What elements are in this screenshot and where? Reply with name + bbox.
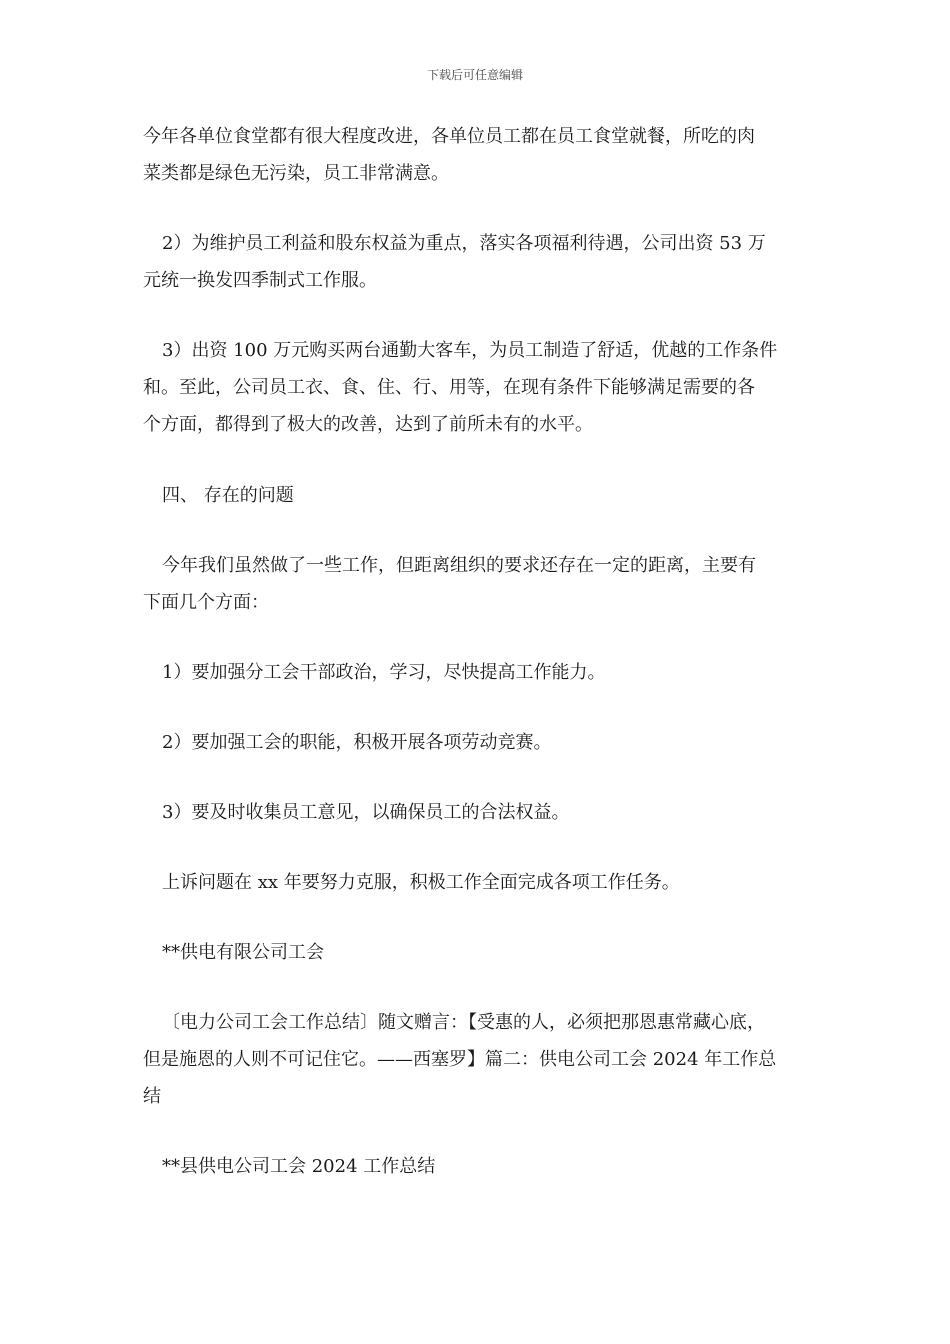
section-title-2024	[143, 1148, 811, 1185]
text-line: 结	[143, 1086, 161, 1107]
text-line: 但是施恩的人则不可记住它。——西塞罗】篇二：供电公司工会 2024 年工作总	[143, 1049, 777, 1070]
text-line: **县供电公司工会 2024 工作总结	[162, 1156, 436, 1177]
text-line: 3）要及时收集员工意见，以确保员工的合法权益。	[162, 802, 570, 823]
paragraph-conclusion	[143, 864, 811, 901]
text-line: 四、 存在的问题	[162, 485, 294, 506]
paragraph-quote	[143, 1004, 811, 1115]
text-line: 上诉问题在 xx 年要努力克服，积极工作全面完成各项工作任务。	[162, 872, 680, 893]
text-line: 和。至此，公司员工衣、食、住、行、用等，在现有条件下能够满足需要的各	[143, 377, 755, 398]
problem-item-3	[143, 794, 811, 831]
signature-org	[143, 934, 811, 971]
text-line: 〔电力公司工会工作总结〕随文赠言：【受惠的人，必须把那恩惠常藏心底，	[162, 1012, 765, 1033]
paragraph-canteen	[143, 118, 811, 192]
text-line: **供电有限公司工会	[162, 942, 324, 963]
paragraph-item-3	[143, 332, 811, 443]
text-line: 元统一换发四季制式工作服。	[143, 270, 377, 291]
paragraph-problems-intro	[143, 547, 811, 621]
text-line: 菜类都是绿色无污染，员工非常满意。	[143, 163, 449, 184]
text-line: 今年我们虽然做了一些工作，但距离组织的要求还存在一定的距离，主要有	[162, 555, 756, 576]
paragraph-item-2	[143, 225, 811, 299]
text-line: 个方面，都得到了极大的改善，达到了前所未有的水平。	[143, 414, 593, 435]
text-line: 2）为维护员工利益和股东权益为重点，落实各项福利待遇，公司出资 53 万	[162, 233, 766, 254]
problem-item-2	[143, 724, 811, 761]
page-header: 下载后可任意编辑	[426, 68, 523, 82]
problem-item-1	[143, 654, 811, 691]
text-line: 2）要加强工会的职能，积极开展各项劳动竞赛。	[162, 732, 552, 753]
text-line: 3）出资 100 万元购买两台通勤大客车，为员工制造了舒适，优越的工作条件	[162, 340, 778, 361]
text-line: 1）要加强分工会干部政治，学习，尽快提高工作能力。	[162, 662, 606, 683]
text-line: 今年各单位食堂都有很大程度改进，各单位员工都在员工食堂就餐，所吃的肉	[143, 126, 755, 147]
section-heading-problems	[143, 477, 811, 514]
text-line: 下面几个方面：	[143, 592, 269, 613]
